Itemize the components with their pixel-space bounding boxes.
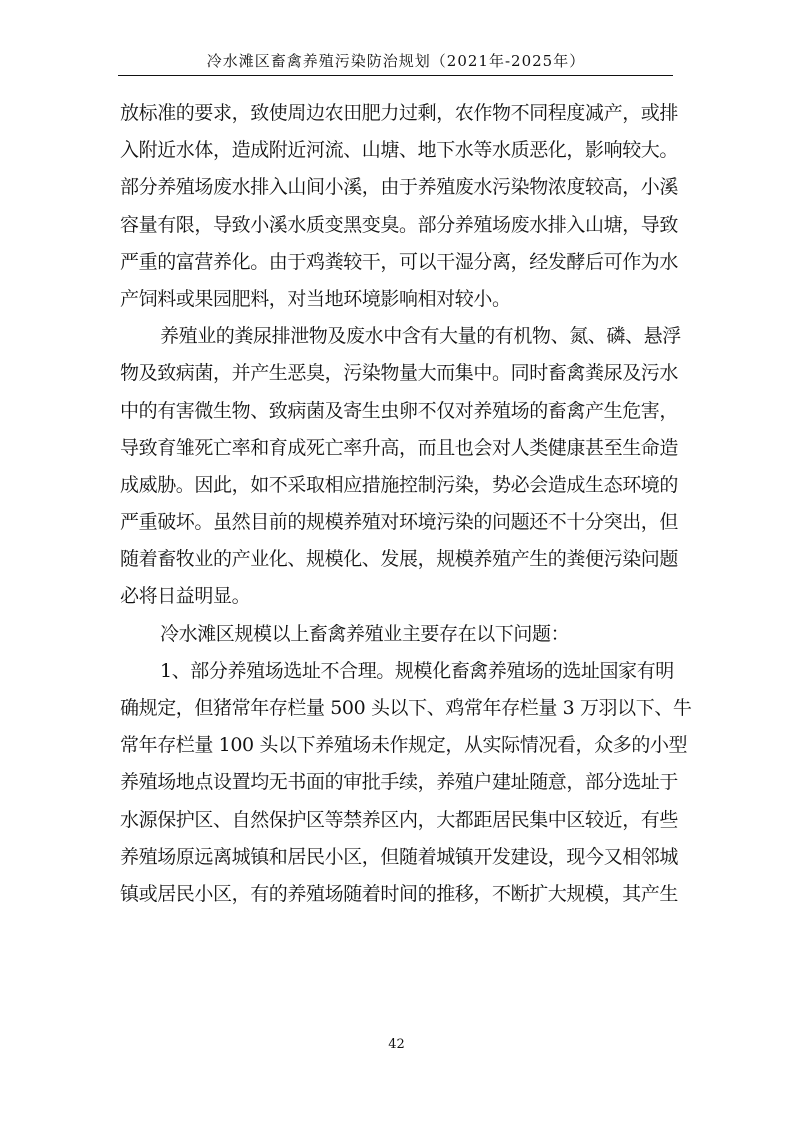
paragraph [120,95,679,318]
text-line: 养殖业的粪尿排泄物及废水中含有大量的有机物、氮、磷、悬浮 [160,325,681,348]
document-body [120,95,692,913]
text-line: 放标准的要求，致使周边农田肥力过剩，农作物不同程度减产，或排 [120,102,679,124]
text-line: 养殖场地点设置均无书面的审批手续，养殖户建址随意，部分选址于 [120,771,679,794]
text-line: 成威胁。因此，如不采取相应措施控制污染，势必会造成生态环境的 [120,473,679,496]
text-line: 严重破坏。虽然目前的规模养殖对环境污染的问题还不十分突出，但 [120,511,679,534]
page-number: 42 [388,1037,405,1052]
text-line: 镇或居民小区，有的养殖场随着时间的推移，不断扩大规模，其产生 [120,882,679,905]
text-line: 物及致病菌，并产生恶臭，污染物量大而集中。同时畜禽粪尿及污水 [120,362,679,385]
text-line: 水源保护区、自然保护区等禁养区内，大都距居民集中区较近，有些 [120,808,679,831]
text-line: 养殖场原远离城镇和居民小区，但随着城镇开发建设，现今又相邻城 [120,845,679,868]
text-line: 容量有限，导致小溪水质变黑变臭。部分养殖场废水排入山塘，导致 [120,213,679,236]
text-line: 随着畜牧业的产业化、规模化、发展，规模养殖产生的粪便污染问题 [120,548,679,571]
text-line: 中的有害微生物、致病菌及寄生虫卵不仅对养殖场的畜禽产生危害， [120,399,679,422]
text-line: 严重的富营养化。由于鸡粪较干，可以干湿分离，经发酵后可作为水 [120,250,679,273]
running-header: 冷水滩区畜禽养殖污染防治规划（2021年-2025年） [206,52,586,70]
text-line: 导致育雏死亡率和育成死亡率升高，而且也会对人类健康甚至生命造 [120,436,679,459]
paragraph [120,653,692,913]
paragraph [120,616,675,653]
text-line: 常年存栏量 100 头以下养殖场未作规定，从实际情况看，众多的小型 [120,734,688,757]
text-line: 产饲料或果园肥料，对当地环境影响相对较小。 [120,287,511,310]
text-line: 部分养殖场废水排入山间小溪，由于养殖废水污染物浓度较高，小溪 [120,176,679,199]
header-rule [118,75,673,76]
text-line: 必将日益明显。 [120,585,251,608]
text-line: 入附近水体，造成附近河流、山塘、地下水等水质恶化，影响较大。 [120,139,679,162]
text-line: 冷水滩区规模以上畜禽养殖业主要存在以下问题： [160,622,570,645]
paragraph [120,318,681,616]
text-line: 确规定，但猪常年存栏量 500 头以下、鸡常年存栏量 3 万羽以下、牛 [120,697,692,719]
text-line: 1、部分养殖场选址不合理。规模化畜禽养殖场的选址国家有明 [160,659,674,682]
